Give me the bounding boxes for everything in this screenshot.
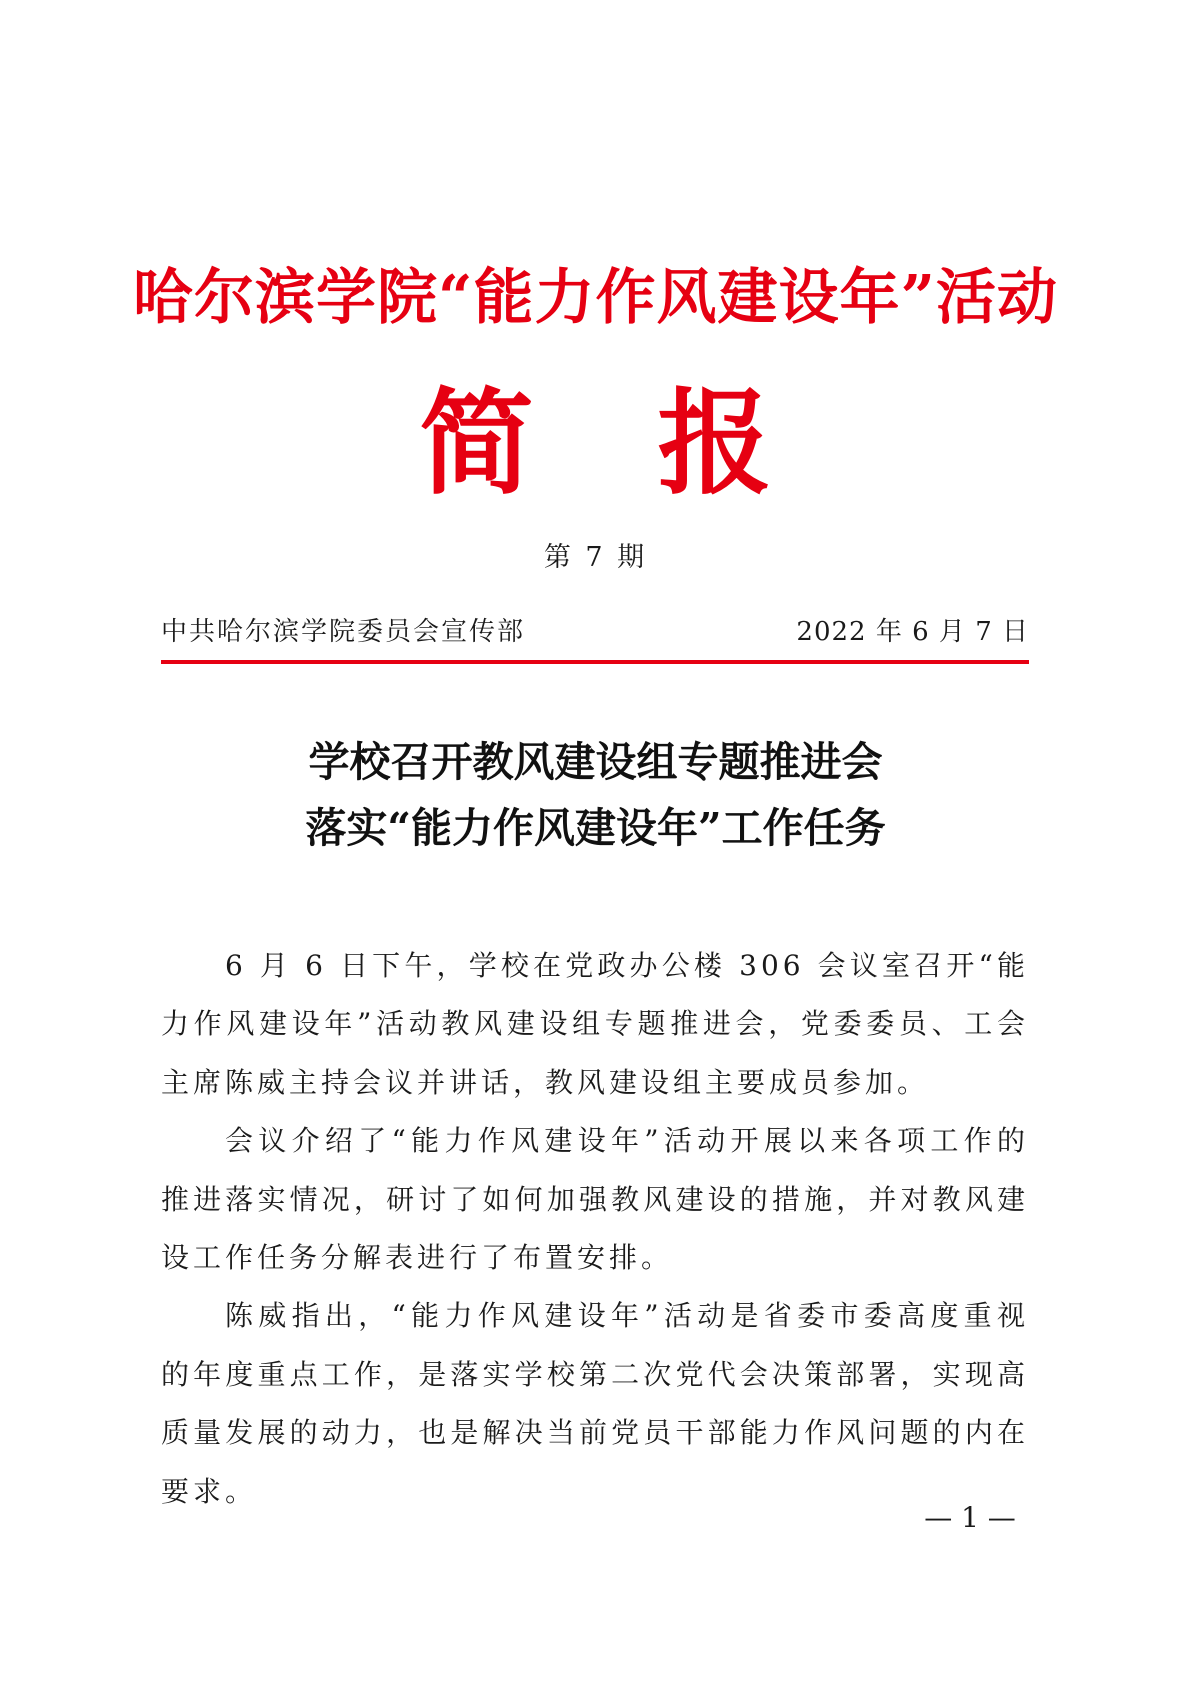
issuer-row — [161, 612, 1029, 652]
issue-date: 2022 年 6 月 7 日 — [796, 617, 1029, 647]
masthead-subtitle-char-1: 简 — [419, 376, 534, 510]
masthead-subtitle-char-2: 报 — [657, 376, 772, 510]
red-divider-rule — [161, 660, 1029, 664]
masthead-subtitle — [0, 378, 1191, 508]
masthead-title: 哈尔滨学院“能力作风建设年”活动 — [132, 263, 1059, 333]
article-body — [161, 937, 1029, 1521]
article-title-line-2: 落实“能力作风建设年”工作任务 — [305, 804, 886, 852]
paragraph-2: 会议介绍了“能力作风建设年”活动开展以来各项工作的推进落实情况，研讨了如何加强教风建设的措施，并对教风建设工作任务分解表进行了布置安排。 — [161, 1124, 1029, 1275]
issue-number: 第 7 期 — [543, 542, 648, 573]
paragraph-3: 陈威指出，“能力作风建设年”活动是省委市委高度重视的年度重点工作，是落实学校第二次党代会决策部署，实现高质量发展的动力，也是解决当前党员干部能力作风问题的内在要求。 — [161, 1299, 1029, 1508]
article-title-line-1: 学校召开教风建设组专题推进会 — [308, 738, 883, 786]
paragraph-1: 6 月 6 日下午，学校在党政办公楼 306 会议室召开“能力作风建设年”活动教风建设组专题推进会，党委委员、工会主席陈威主持会议并讲话，教风建设组主要成员参加。 — [161, 949, 1029, 1099]
page-number: — 1 — — [924, 1501, 1016, 1534]
issuer-name: 中共哈尔滨学院委员会宣传部 — [161, 617, 526, 647]
